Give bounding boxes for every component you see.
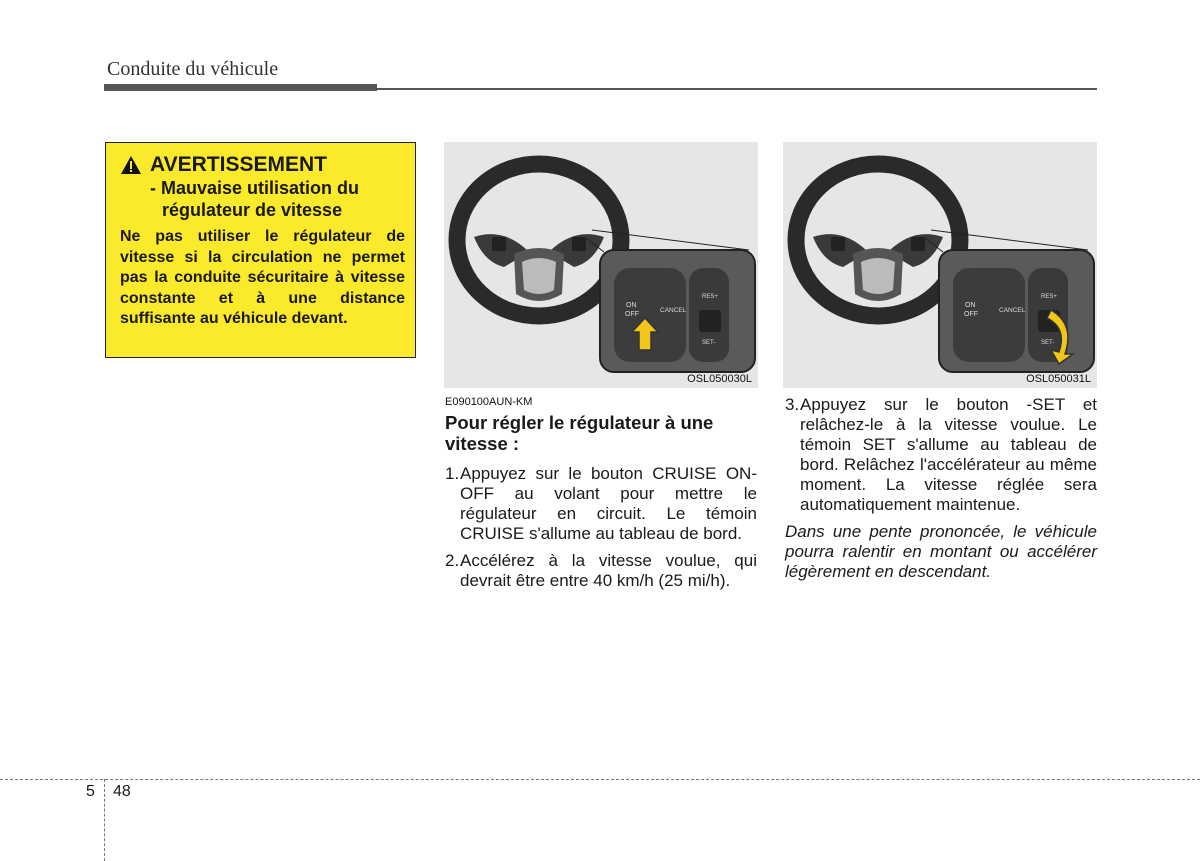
step-text: Accélérez à la vitesse voulue, qui devrait être entre 40 km/h (25 mi/h).: [460, 551, 757, 590]
svg-text:RES+: RES+: [1041, 294, 1057, 300]
step-number: 3.: [785, 395, 800, 414]
warning-triangle-icon: [120, 155, 142, 175]
svg-text:ON: ON: [965, 302, 976, 309]
svg-text:RES+: RES+: [702, 294, 718, 300]
steps-left-column: [445, 464, 757, 591]
step-text: Appuyez sur le bouton CRUISE ON-OFF au volant pour mettre le régulateur en circuit. Le témoin CRUISE s'allume au tableau de bord.: [460, 464, 757, 543]
steps-right-column: [785, 395, 1097, 582]
figure-steering-wheel-set: [783, 142, 1097, 388]
svg-text:SET-: SET-: [1041, 340, 1055, 346]
step-number: 1.: [445, 464, 460, 483]
header-rule-thick: [104, 84, 377, 91]
italic-note: Dans une pente prononcée, le véhicule pourra ralentir en montant ou accélérer légèrement en descendant.: [785, 522, 1097, 581]
footer-rule: [0, 779, 1200, 780]
steering-wheel-illustration: [783, 142, 1097, 388]
svg-text:OFF: OFF: [625, 311, 639, 318]
svg-text:ON: ON: [626, 302, 637, 309]
figure-caption: OSL050030L: [687, 373, 752, 385]
warning-box: [105, 142, 416, 358]
svg-text:CANCEL: CANCEL: [660, 307, 687, 314]
svg-text:CANCEL: CANCEL: [999, 307, 1026, 314]
step-number: 2.: [445, 551, 460, 570]
warning-subtitle-line2: régulateur de vitesse: [162, 200, 343, 220]
chapter-number: 5: [86, 783, 95, 800]
figure-caption: OSL050031L: [1026, 373, 1091, 385]
footer-vertical-rule: [104, 779, 105, 861]
page-number: 48: [113, 783, 131, 800]
figure-steering-wheel-on-off: [444, 142, 758, 388]
steering-wheel-illustration: [444, 142, 758, 388]
svg-text:SET-: SET-: [702, 340, 716, 346]
list-item: [445, 551, 757, 591]
page-header-title: Conduite du véhicule: [107, 58, 279, 80]
warning-heading: [120, 153, 405, 177]
list-item: [445, 464, 757, 544]
section-code: E090100AUN-KM: [445, 396, 533, 408]
header-rule-thin: [377, 88, 1097, 90]
svg-text:OFF: OFF: [964, 311, 978, 318]
warning-body: Ne pas utiliser le régulateur de vitesse si la circulation ne permet pas la conduite sécuritaire à vitesse constante et à une distance suffisante au véhicule devant.: [120, 228, 405, 327]
section-title: Pour régler le régulateur à une vitesse :: [445, 412, 714, 454]
step-text: Appuyez sur le bouton -SET et relâchez-le à la vitesse voulue. Le témoin SET s'allume au tableau de bord. Relâchez l'accélérateur au même moment. La vitesse réglée sera automatiquement maintenue.: [800, 395, 1097, 514]
warning-title: AVERTISSEMENT: [150, 153, 327, 176]
warning-subtitle-line1: - Mauvaise utilisation du: [150, 178, 360, 198]
list-item: [785, 395, 1097, 515]
